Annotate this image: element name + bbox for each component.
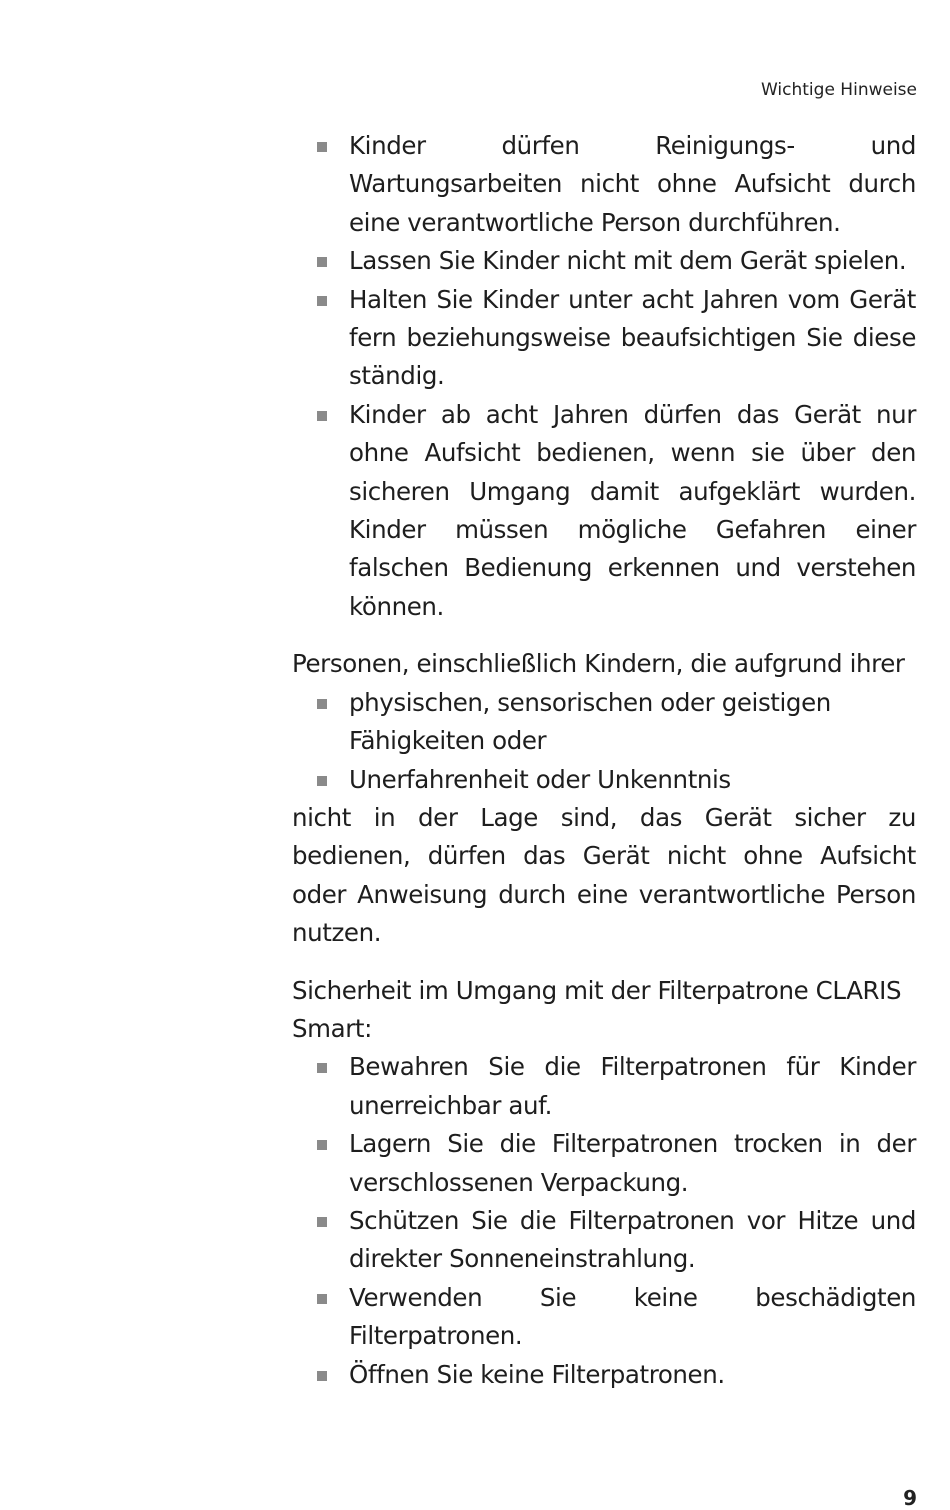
square-bullet-icon bbox=[317, 699, 327, 709]
square-bullet-icon bbox=[317, 1294, 327, 1304]
list-item-text: Halten Sie Kinder unter acht Jahren vom Gerät fern beziehungsweise beaufsichtigen Sie diese ständig. bbox=[349, 284, 916, 391]
filter-safety-intro: Sicherheit im Umgang mit der Filterpatrone CLARIS Smart: bbox=[292, 975, 902, 1043]
list-item-text: Bewahren Sie die Filterpatronen für Kinder unerreichbar auf. bbox=[349, 1052, 916, 1120]
list-item bbox=[292, 761, 916, 799]
persons-outro-paragraph: nicht in der Lage sind, das Gerät sicher zu bedienen, dürfen das Gerät nicht ohne Aufsicht oder Anweisung durch eine verantwortliche Person nutzen. bbox=[292, 802, 916, 948]
list-item-text: Unerfahrenheit oder Unkenntnis bbox=[349, 764, 731, 794]
list-item bbox=[292, 1279, 916, 1356]
square-bullet-icon bbox=[317, 1063, 327, 1073]
list-item bbox=[292, 127, 916, 242]
running-header: Wichtige Hinweise bbox=[760, 80, 917, 100]
list-item bbox=[292, 1048, 916, 1125]
filter-safety-list bbox=[292, 1048, 916, 1394]
square-bullet-icon bbox=[317, 1140, 327, 1150]
page-content bbox=[292, 127, 916, 1394]
list-item bbox=[292, 1356, 916, 1394]
list-item-text: Kinder ab acht Jahren dürfen das Gerät nur ohne Aufsicht bedienen, wenn sie über den sicheren Umgang damit aufgeklärt wurden. Kinder müssen mögliche Gefahren einer falschen Bedienung erkennen und verstehen können. bbox=[349, 399, 916, 621]
list-item bbox=[292, 396, 916, 626]
list-item-text: Kinder dürfen Reinigungs- und Wartungsarbeiten nicht ohne Aufsicht durch eine verantwortliche Person durchführen. bbox=[349, 131, 916, 237]
list-item bbox=[292, 242, 916, 280]
square-bullet-icon bbox=[317, 1371, 327, 1381]
list-item-text: Lagern Sie die Filterpatronen trocken in der verschlossenen Verpackung. bbox=[349, 1129, 916, 1197]
list-item-text: Schützen Sie die Filterpatronen vor Hitze und direkter Sonneneinstrahlung. bbox=[349, 1205, 916, 1274]
square-bullet-icon bbox=[317, 257, 327, 267]
list-item-text: physischen, sensorischen oder geistigen Fähigkeiten oder bbox=[349, 687, 831, 756]
children-safety-list bbox=[292, 127, 916, 626]
list-item bbox=[292, 1202, 916, 1279]
persons-intro-paragraph: Personen, einschließlich Kindern, die aufgrund ihrer bbox=[292, 649, 905, 679]
page-number: 9 bbox=[903, 1486, 917, 1510]
square-bullet-icon bbox=[317, 142, 327, 152]
square-bullet-icon bbox=[317, 776, 327, 786]
paragraph-gap bbox=[292, 626, 916, 645]
list-item bbox=[292, 281, 916, 396]
square-bullet-icon bbox=[317, 1217, 327, 1227]
list-item bbox=[292, 684, 916, 761]
list-item bbox=[292, 1125, 916, 1202]
list-item-text: Öffnen Sie keine Filterpatronen. bbox=[349, 1359, 725, 1389]
list-item-text: Lassen Sie Kinder nicht mit dem Gerät spielen. bbox=[349, 246, 907, 276]
list-item-text: Verwenden Sie keine beschädigten Filterpatronen. bbox=[349, 1282, 916, 1351]
paragraph-gap bbox=[292, 953, 916, 972]
persons-conditions-list bbox=[292, 684, 916, 799]
square-bullet-icon bbox=[317, 411, 327, 421]
square-bullet-icon bbox=[317, 296, 327, 306]
